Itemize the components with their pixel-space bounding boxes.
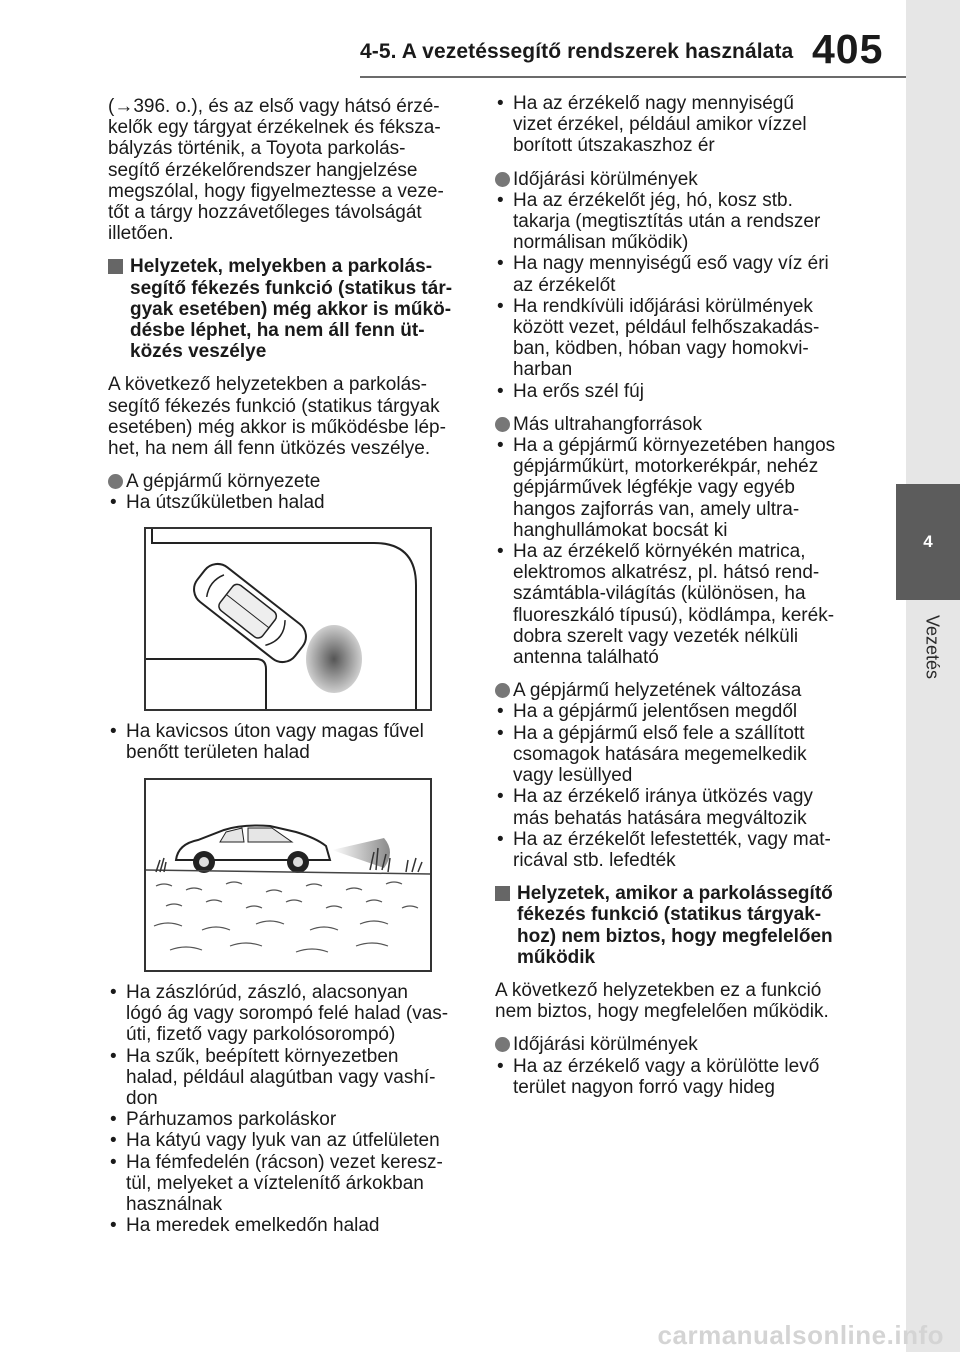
bullet-item	[495, 93, 865, 157]
text-line: antenna található	[513, 647, 659, 669]
chapter-label: Vezetés	[922, 614, 943, 680]
text-line: az érzékelőt	[513, 274, 616, 296]
bullet-item	[495, 786, 865, 828]
bullet-item: • Ha kátyú vagy lyuk van az útfelületen	[108, 1130, 470, 1151]
text-line: gépjárműkürt, motorkerékpár, nehéz	[513, 456, 819, 478]
subheading-vehicle-position: A gépjármű helyzetének változása	[495, 680, 865, 701]
subheading-weather: Időjárási körülmények	[495, 169, 865, 190]
text-line: között vezet, például felhőszakadás-	[513, 317, 820, 339]
text-line: számtábla-világítás (különösen, ha	[513, 583, 806, 605]
text-line: tőt a tárgy hozzávetőleges távolságát	[108, 202, 422, 224]
chapter-number: 4	[923, 532, 933, 551]
heading-line: hoz) nem biztos, hogy megfelelően	[517, 925, 833, 947]
gravel-pattern	[154, 882, 418, 952]
text-line: nem biztos, hogy megfelelően működik.	[495, 1001, 829, 1023]
text-line: kelők egy tárgyat érzékelnek és féksza-	[108, 117, 441, 139]
heading-line: működik	[517, 946, 596, 968]
bullet-item: • Ha a gépjármű jelentősen megdől	[495, 701, 865, 722]
text-line: megszólal, hogy figyelmeztesse a veze-	[108, 180, 444, 202]
text-line: dobra szerelt vagy vezeték nélküli	[513, 625, 799, 647]
bullet-item	[108, 1046, 470, 1110]
car-side-view	[176, 826, 330, 874]
section-heading-unnecessary-braking	[108, 256, 470, 362]
text-line: • Ha szűk, beépített környezetben	[126, 1045, 399, 1067]
heading-line: gyak esetében) még akkor is műkö-	[130, 298, 452, 320]
text-line: • Ha az érzékelő iránya ütközés vagy	[513, 786, 813, 808]
heading-line: közés veszélye	[130, 341, 267, 363]
text-line: • Ha az érzékelő vagy a körülötte levő	[513, 1055, 820, 1077]
bullet-item	[495, 723, 865, 787]
text-line: ban, ködben, hóban vagy homokvi-	[513, 338, 809, 360]
text-line: hanghullámokat bocsát ki	[513, 519, 728, 541]
bullet-item	[495, 1056, 865, 1098]
narrow-road-illustration	[146, 529, 430, 709]
gravel-road-illustration	[146, 780, 430, 970]
text-line: • Ha rendkívüli időjárási körülmények	[513, 295, 813, 317]
text-line: gépjárművek légfékje vagy egyéb	[513, 477, 796, 499]
text-line: • Ha az érzékelő környékén matrica,	[513, 541, 806, 563]
bullet-item: • Ha meredek emelkedőn halad	[108, 1215, 470, 1236]
text-line: • Ha az érzékelő nagy mennyiségű	[513, 93, 794, 114]
subheading-ultrasonic: Más ultrahangforrások	[495, 414, 865, 435]
text-line: A következő helyzetekben a parkolás-	[108, 374, 427, 396]
text-line: halad, például alagútban vagy vashí-	[126, 1066, 436, 1088]
text-line: segítő érzékelőrendszer hangjelzése	[108, 159, 418, 181]
figure-gravel-road	[144, 778, 432, 972]
subheading-weather-2: Időjárási körülmények	[495, 1034, 865, 1055]
text-line: • Ha az érzékelőt jég, hó, kosz stb.	[513, 189, 793, 211]
heading-line: segítő fékezés funkció (statikus tár-	[130, 277, 453, 299]
header-divider	[360, 76, 906, 78]
bullet-item	[108, 721, 470, 763]
text-line: ricával stb. lefedték	[513, 849, 676, 871]
subheading-vehicle-surroundings: A gépjármű környezete	[108, 471, 470, 492]
text-line: (→396. o.), és az első vagy hátsó érzé-	[108, 96, 440, 117]
text-line: • Ha fémfedelén (rácson) vezet keresz-	[126, 1151, 443, 1173]
chapter-header-title: 4-5. A vezetéssegítő rendszerek használata	[360, 40, 794, 63]
chapter-number-tab[interactable]	[896, 484, 960, 600]
bullet-item	[108, 982, 470, 1046]
text-line: • Ha kavicsos úton vagy magas fűvel	[126, 720, 424, 742]
text-line: normálisan működik)	[513, 232, 689, 254]
bullet-item	[495, 190, 865, 254]
text-line: használnak	[126, 1194, 223, 1216]
text-line: illetően.	[108, 223, 174, 245]
text-line: benőtt területen halad	[126, 741, 310, 763]
text-line: lógó ág vagy sorompó felé halad (vas-	[126, 1003, 449, 1025]
text-line: • Ha nagy mennyiségű eső vagy víz éri	[513, 253, 829, 275]
text-line: bályzás történik, a Toyota parkolás-	[108, 138, 406, 160]
text-line: hangos zajforrás van, amely ultra-	[513, 498, 800, 520]
text-line: harban	[513, 359, 573, 381]
page-number: 405	[812, 26, 884, 72]
side-tab-background-top	[906, 0, 960, 484]
text-line: vagy lesüllyed	[513, 765, 633, 787]
text-line: • Ha zászlórúd, zászló, alacsonyan	[126, 982, 408, 1004]
watermark: carmanualsonline.info	[657, 1320, 944, 1350]
section-heading-may-not-operate	[495, 883, 865, 968]
text-line: vizet érzékel, például amikor vízzel	[513, 114, 807, 136]
text-line: segítő fékezés funkció (statikus tárgyak	[108, 395, 440, 417]
sensor-beam	[332, 838, 390, 868]
text-line: A következő helyzetekben ez a funkció	[495, 979, 822, 1001]
paragraph	[108, 374, 470, 459]
bullet-item	[495, 541, 865, 668]
left-column	[108, 96, 470, 1237]
heading-line: Helyzetek, amikor a parkolássegítő	[517, 883, 833, 905]
heading-line: désbe léphet, ha nem áll fenn üt-	[130, 320, 425, 342]
bullet-item: • Párhuzamos parkoláskor	[108, 1109, 470, 1130]
text-line: borított útszakaszhoz ér	[513, 135, 715, 157]
figure-narrow-road	[144, 527, 432, 711]
bullet-item	[495, 296, 865, 381]
bullet-item	[108, 1152, 470, 1216]
text-line: don	[126, 1088, 158, 1110]
sensor-detection-zone	[306, 625, 362, 693]
text-line: más behatás hatására megváltozik	[513, 807, 807, 829]
text-line: elektromos alkatrész, pl. hátsó rend-	[513, 562, 820, 584]
bullet-item	[495, 829, 865, 871]
car-top-view	[188, 557, 313, 668]
text-line: csomagok hatására megemelkedik	[513, 743, 807, 765]
text-line: úti, fizető vagy parkolósorompó)	[126, 1024, 396, 1046]
text-line: • Ha a gépjármű környezetében hangos	[513, 435, 836, 457]
text-line: fluoreszkáló típusú), ködlámpa, kerék-	[513, 604, 835, 626]
text-line: het, ha nem áll fenn ütközés veszélye.	[108, 438, 431, 460]
text-line: • Ha az érzékelőt lefestették, vagy mat-	[513, 828, 831, 850]
bullet-item: • Ha erős szél fúj	[495, 381, 865, 402]
bullet-item	[495, 253, 865, 295]
intro-paragraph	[108, 96, 470, 244]
heading-line: fékezés funkció (statikus tárgyak-	[517, 904, 822, 926]
heading-line: Helyzetek, melyekben a parkolás-	[130, 256, 433, 278]
text-line: takarja (megtisztítás után a rendszer	[513, 211, 821, 233]
paragraph	[495, 980, 865, 1022]
text-line: terület nagyon forró vagy hideg	[513, 1076, 775, 1098]
text-line: • Ha a gépjármű első fele a szállított	[513, 722, 805, 744]
side-tab-background-bottom	[906, 600, 960, 1352]
right-column	[495, 93, 865, 1098]
text-line: tül, melyeket a víztelenítő árkokban	[126, 1172, 424, 1194]
text-line: esetében) még akkor is működésbe lép-	[108, 416, 446, 438]
bullet-item	[495, 435, 865, 541]
bullet-item: • Ha útszűkületben halad	[108, 492, 470, 513]
